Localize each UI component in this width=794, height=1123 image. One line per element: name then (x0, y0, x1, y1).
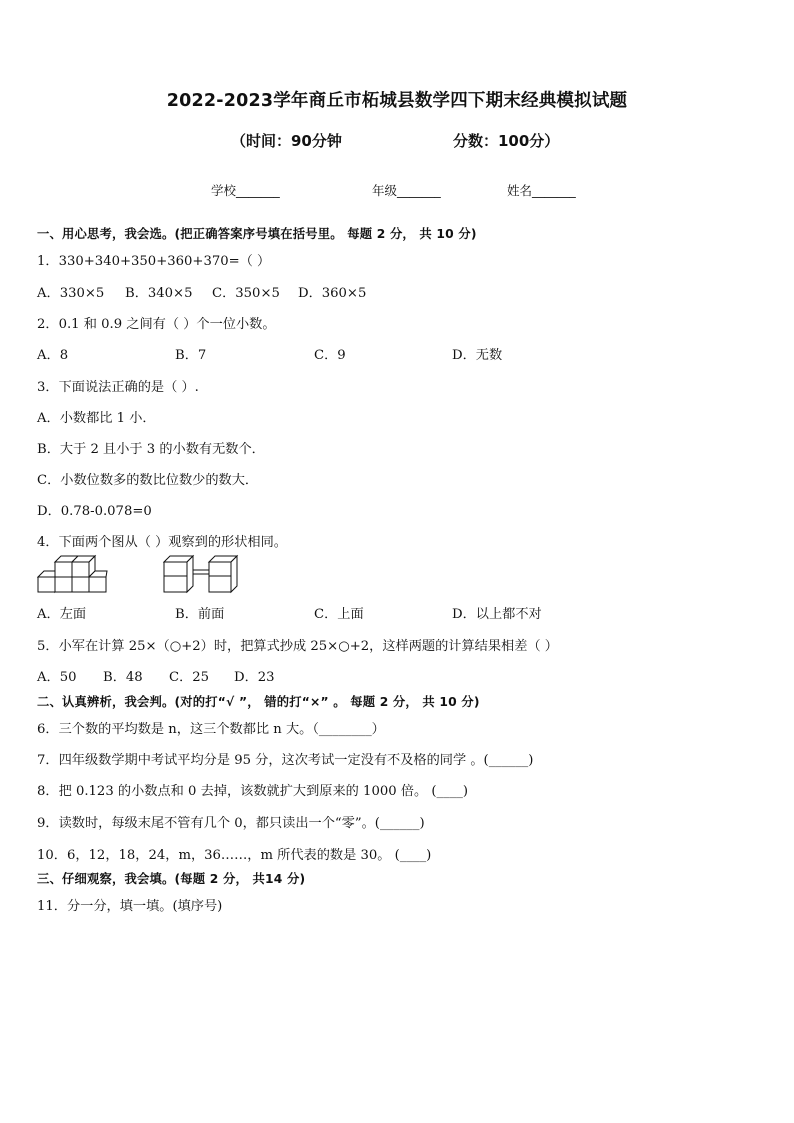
q1-option-d: D．360×5 (298, 286, 367, 301)
cube-figure-right (163, 554, 243, 594)
q3-option-d: D．0.78-0.078=0 (37, 504, 152, 519)
cube-stack-right (164, 556, 237, 592)
cube-stack-left (38, 556, 107, 592)
question-5: 5．小军在计算 25×（○+2）时，把算式抄成 25×○+2，这样两题的计算结果相差（ ） (37, 639, 558, 654)
exam-score: 分数：100分） (453, 132, 560, 150)
q4-option-b: B．前面 (175, 607, 225, 622)
q3-option-b: B．大于 2 且小于 3 的小数有无数个． (37, 442, 265, 457)
section-3-heading: 三、仔细观察，我会填。(每题 2 分， 共14 分) (37, 872, 306, 886)
q3-option-a: A．小数都比 1 小． (37, 411, 156, 426)
question-1: 1．330+340+350+360+370=（ ） (37, 254, 271, 269)
section-2-heading: 二、认真辨析，我会判。(对的打“√ ”， 错的打“×” 。 每题 2 分， 共 10 分) (37, 695, 480, 709)
q4-option-a: A．左面 (37, 607, 87, 622)
q2-option-a: A．8 (37, 348, 69, 363)
question-2: 2．0.1 和 0.9 之间有（ ）个一位小数。 (37, 317, 276, 332)
question-9: 9．读数时，每级末尾不管有几个 0，都只读出一个“零”。(______) (37, 816, 425, 831)
question-4: 4．下面两个图从（ ）观察到的形状相同。 (37, 535, 287, 550)
q1-option-b: B．340×5 (125, 286, 193, 301)
q5-option-b: B．48 (103, 670, 143, 685)
q2-option-d: D．无数 (452, 348, 503, 363)
school-field: 学校_______ (211, 183, 280, 198)
q1-option-a: A．330×5 (37, 286, 105, 301)
q2-option-c: C．9 (314, 348, 346, 363)
question-8: 8．把 0.123 的小数点和 0 去掉，该数就扩大到原来的 1000 倍。 (____) (37, 784, 469, 799)
question-3: 3．下面说法正确的是（ ）. (37, 380, 199, 395)
q4-option-c: C．上面 (314, 607, 364, 622)
question-10: 10．6，12，18，24，m，36……，m 所代表的数是 30。 (____) (37, 848, 432, 863)
question-11: 11．分一分，填一填。(填序号) (37, 899, 223, 914)
q5-option-d: D．23 (234, 670, 275, 685)
question-7: 7．四年级数学期中考试平均分是 95 分，这次考试一定没有不及格的同学 。(______) (37, 753, 534, 768)
q2-option-b: B．7 (175, 348, 207, 363)
name-field: 姓名_______ (507, 183, 576, 198)
grade-field: 年级_______ (372, 183, 441, 198)
question-6: 6．三个数的平均数是 n，这三个数都比 n 大。（________） (37, 722, 385, 737)
q3-option-c: C．小数位数多的数比位数少的数大． (37, 473, 259, 488)
exam-title: 2022-2023学年商丘市柘城县数学四下期末经典模拟试题 (166, 91, 628, 111)
section-1-heading: 一、用心思考，我会选。(把正确答案序号填在括号里。 每题 2 分， 共 10 分) (37, 227, 477, 241)
q5-option-a: A．50 (37, 670, 77, 685)
q4-option-d: D．以上都不对 (452, 607, 542, 622)
exam-time: （时间：90分钟 (231, 132, 342, 150)
q1-option-c: C．350×5 (212, 286, 280, 301)
q5-option-c: C．25 (169, 670, 210, 685)
cube-figure-left (37, 554, 109, 594)
